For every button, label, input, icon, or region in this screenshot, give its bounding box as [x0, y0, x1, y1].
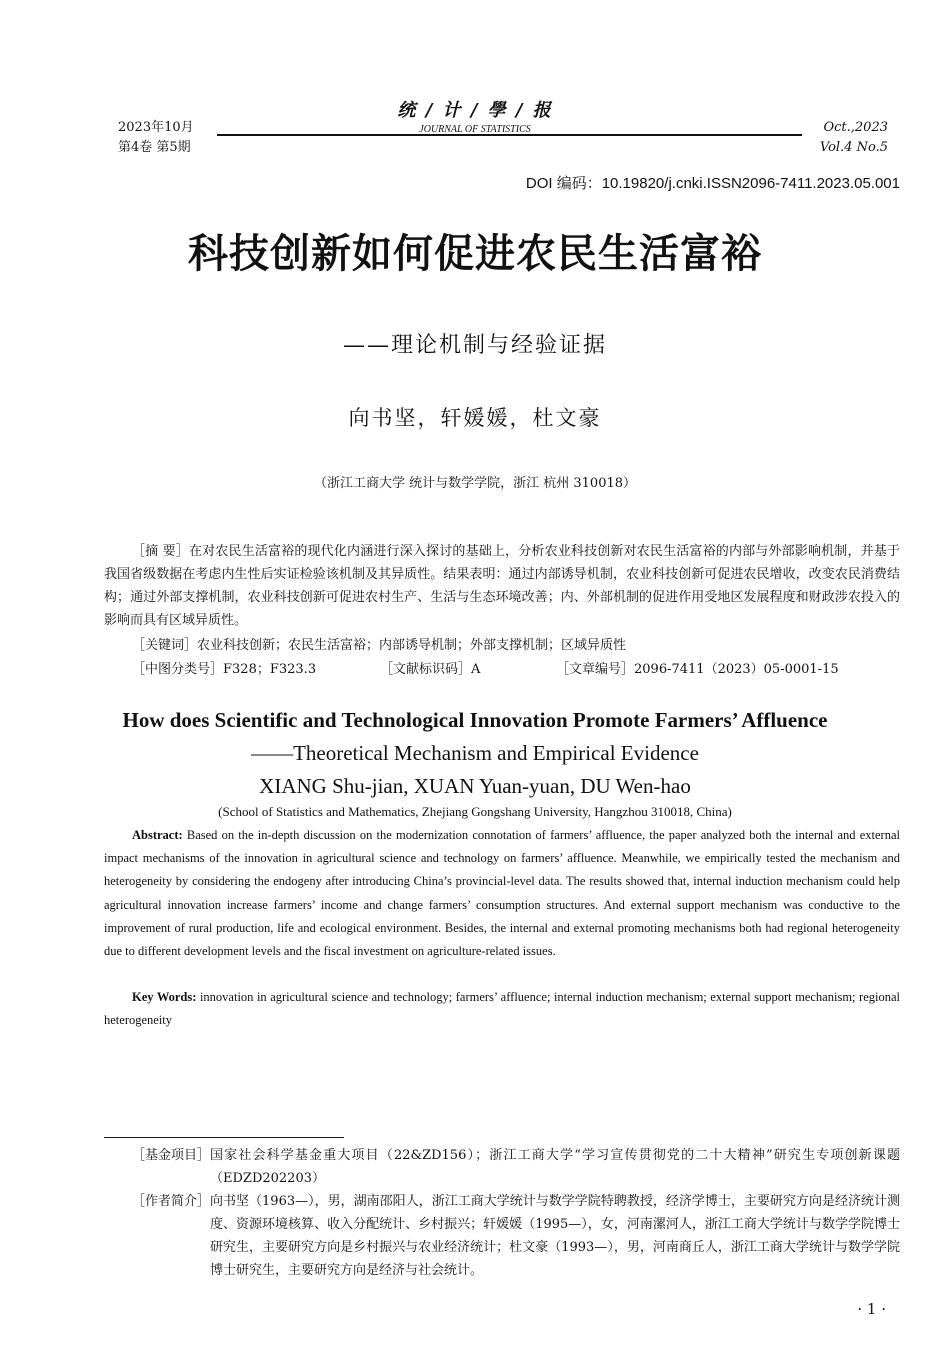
header-date-cn: 2023年10月 — [118, 120, 194, 135]
title-cn: 科技创新如何促进农民生活富裕 — [188, 230, 762, 277]
keywords-en-label: Key Words: — [132, 990, 197, 1004]
article-code — [556, 658, 839, 681]
doc-value: A — [471, 662, 481, 677]
footnote-fund — [132, 1144, 900, 1190]
header-right — [820, 118, 888, 158]
affiliation-en: (School of Statistics and Mathematics, Zhejiang Gongshang University, Hangzhou 310018, China) — [218, 804, 732, 819]
clc-value: F328；F323.3 — [223, 662, 317, 677]
abstract-en — [104, 824, 900, 963]
doc-label: ［文献标识码］ — [380, 662, 472, 677]
journal-name-cn: 统 / 计 / 學 / 报 — [397, 100, 553, 121]
journal-masthead — [0, 96, 950, 135]
authors-cn: 向书坚，轩媛媛，杜文豪 — [348, 406, 602, 430]
abstract-cn-label: ［摘 要］ — [132, 544, 189, 559]
keywords-en — [104, 986, 900, 1032]
title-en: How does Scientific and Technological Innovation Promote Farmers’ Affluence — [122, 708, 828, 732]
affiliation-cn: （浙江工商大学 统计与数学学院，浙江 杭州 310018） — [313, 476, 637, 491]
article-value: 2096-7411（2023）05-0001-15 — [634, 662, 839, 677]
fund-label: ［基金项目］ — [132, 1148, 211, 1163]
abstract-en-text: Based on the in-depth discussion on the modernization connotation of farmers’ affluence, the paper analyzed both the internal and external impact mechanisms of the innovation in agricultural science and technology on farmers’ affluence. Meanwhile, we empirically tested the mechanism and heterogeneity by considering the endogeny after introducing China’s provincial-level data. The results showed that, internal induction mechanism could help agricultural innovation increase farmers’ income and change farmers’ consumption structures. And external support mechanism was conductive to the improvement of rural production, life and ecological environment. Besides, the internal and external promoting mechanisms both had regional heterogeneity due to different development levels and the fiscal investment on agriculture-related issues. — [104, 828, 900, 959]
clc-code — [132, 658, 316, 681]
doi: DOI 编码：10.19820/j.cnki.ISSN2096-7411.2023.05.001 — [525, 175, 900, 192]
abstract-cn-text: 在对农民生活富裕的现代化内涵进行深入探讨的基础上，分析农业科技创新对农民生活富裕的内部与外部影响机制，并基于我国省级数据在考虑内生性后实证检验该机制及其异质性。结果表明：通过内部诱导机制，农业科技创新可促进农民增收，改变农民消费结构；通过外部支撑机制，农业科技创新可促进农村生产、生活与生态环境改善；内、外部机制的促进作用受地区发展程度和财政涉农投入的影响而具有区域异质性。 — [104, 544, 900, 628]
abstract-cn — [104, 540, 900, 632]
keywords-cn — [104, 634, 900, 657]
header-date-en: Oct.,2023 — [823, 120, 888, 135]
bio-text: 向书坚（1963—），男，湖南邵阳人，浙江工商大学统计与数学学院特聘教授，经济学博士，主要研究方向是经济统计测度、资源环境核算、收入分配统计、乡村振兴；轩媛媛（1995—），女，河南漯河人，浙江工商大学统计与数学学院博士研究生，主要研究方向是乡村振兴与农业经济统计；杜文豪（1993—），男，河南商丘人，浙江工商大学统计与数学学院博士研究生，主要研究方向是经济与社会统计。 — [210, 1194, 900, 1278]
doc-code — [380, 658, 480, 681]
journal-name-en: JOURNAL OF STATISTICS — [419, 124, 531, 135]
article-label: ［文章编号］ — [556, 662, 635, 677]
header-rule — [217, 134, 802, 136]
bio-label: ［作者简介］ — [132, 1194, 211, 1209]
page-number: · 1 · — [857, 1300, 886, 1318]
footnote-rule — [104, 1137, 344, 1138]
clc-label: ［中图分类号］ — [132, 662, 224, 677]
header-issue-cn: 第4卷 第5期 — [118, 140, 191, 155]
footnote-bio — [132, 1190, 900, 1282]
subtitle-en: ——Theoretical Mechanism and Empirical Evidence — [251, 741, 699, 765]
keywords-cn-text: 农业科技创新；农民生活富裕；内部诱导机制；外部支撑机制；区域异质性 — [197, 638, 627, 653]
subtitle-cn: ——理论机制与经验证据 — [342, 333, 607, 358]
fund-text: 国家社会科学基金重大项目（22&ZD156）；浙江工商大学“学习宣传贯彻党的二十大精神”研究生专项创新课题（EDZD202203） — [210, 1148, 900, 1186]
header-issue-en: Vol.4 No.5 — [819, 140, 888, 155]
keywords-en-text: innovation in agricultural science and technology; farmers’ affluence; internal induction mechanism; external support mechanism; regional heterogeneity — [104, 990, 900, 1028]
authors-en: XIANG Shu-jian, XUAN Yuan-yuan, DU Wen-hao — [259, 774, 691, 798]
abstract-en-label: Abstract: — [132, 828, 183, 842]
keywords-cn-label: ［关键词］ — [132, 638, 198, 653]
